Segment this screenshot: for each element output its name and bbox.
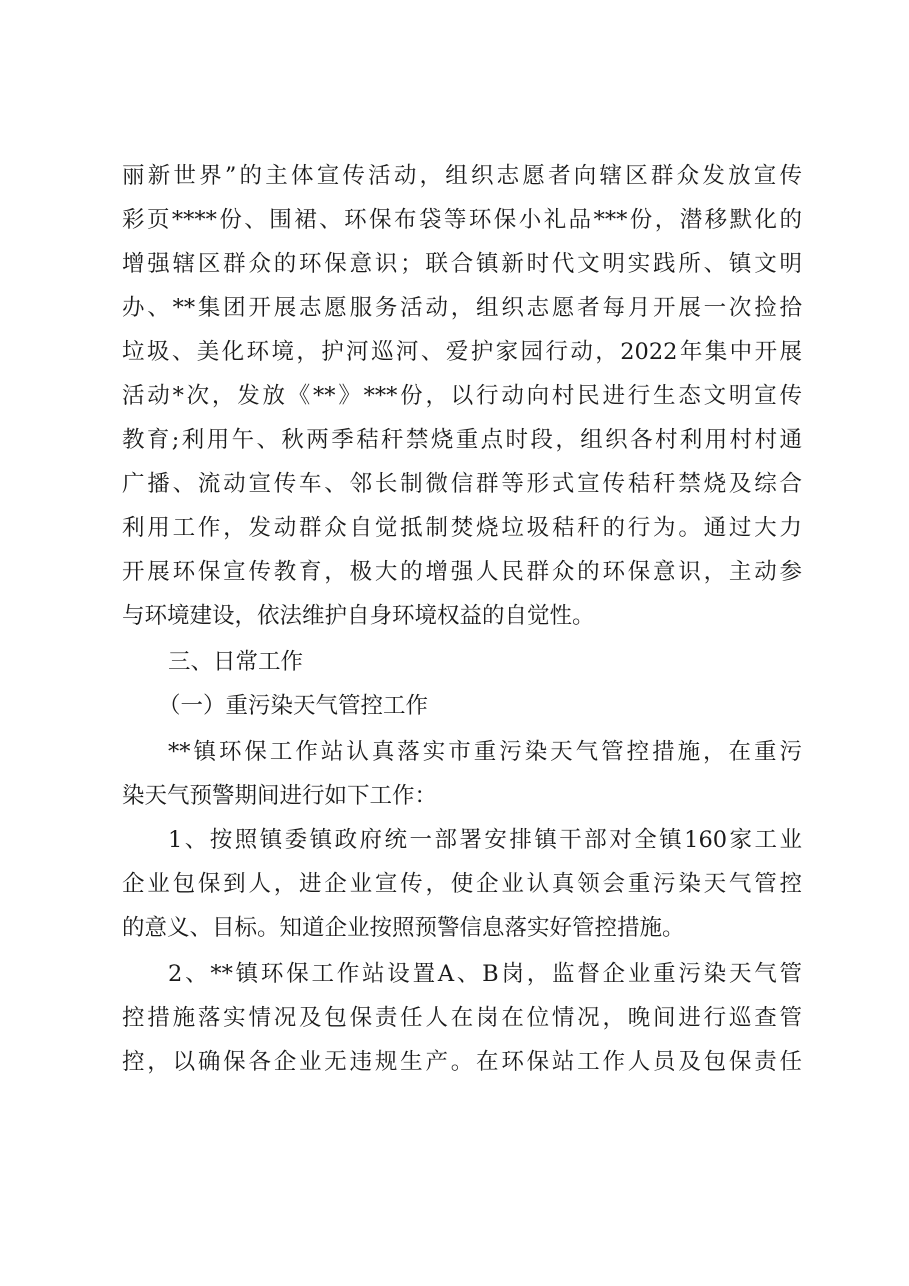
paragraph-line: 染天气预警期间进行如下工作： — [122, 783, 438, 809]
paragraph-line: 企业包保到人，进企业宣传，使企业认真领会重污染天气管控 — [122, 871, 802, 897]
paragraph-line: 彩页****份、围裙、环保布袋等环保小礼品***份，潜移默化的 — [122, 207, 802, 233]
paragraph-line: 利用工作，发动群众自觉抵制焚烧垃圾秸秆的行为。通过大力 — [122, 515, 802, 541]
paragraph-line: 开展环保宣传教育，极大的增强人民群众的环保意识，主动参 — [122, 559, 802, 585]
paragraph-line: 教育;利用午、秋两季秸秆禁烧重点时段，组织各村利用村村通 — [122, 427, 802, 453]
section-heading: 三、日常工作 — [168, 649, 304, 675]
subsection-heading: （一）重污染天气管控工作 — [158, 693, 429, 719]
paragraph-line: 垃圾、美化环境，护河巡河、爱护家园行动，2022年集中开展 — [122, 339, 802, 365]
paragraph-line: 控措施落实情况及包保责任人在岗在位情况，晚间进行巡查管 — [122, 1005, 802, 1031]
paragraph-line: 控，以确保各企业无违规生产。在环保站工作人员及包保责任 — [122, 1049, 802, 1075]
paragraph-line: 与环境建设，依法维护自身环境权益的自觉性。 — [122, 603, 595, 629]
paragraph-line: **镇环保工作站认真落实市重污染天气管控措施，在重污 — [168, 739, 802, 765]
paragraph-line: 丽新世界”的主体宣传活动，组织志愿者向辖区群众发放宣传 — [122, 163, 802, 189]
paragraph-line: 办、**集团开展志愿服务活动，组织志愿者每月开展一次捡拾 — [122, 295, 802, 321]
paragraph-line: 的意义、目标。知道企业按照预警信息落实好管控措施。 — [122, 915, 685, 941]
paragraph-line: 2、**镇环保工作站设置A、B岗，监督企业重污染天气管 — [168, 961, 802, 987]
paragraph-line: 增强辖区群众的环保意识；联合镇新时代文明实践所、镇文明 — [122, 251, 802, 277]
paragraph-line: 广播、流动宣传车、邻长制微信群等形式宣传秸秆禁烧及综合 — [122, 471, 802, 497]
paragraph-line: 活动*次，发放《**》***份，以行动向村民进行生态文明宣传 — [122, 383, 802, 409]
paragraph-line: 1、按照镇委镇政府统一部署安排镇干部对全镇160家工业 — [168, 827, 802, 853]
